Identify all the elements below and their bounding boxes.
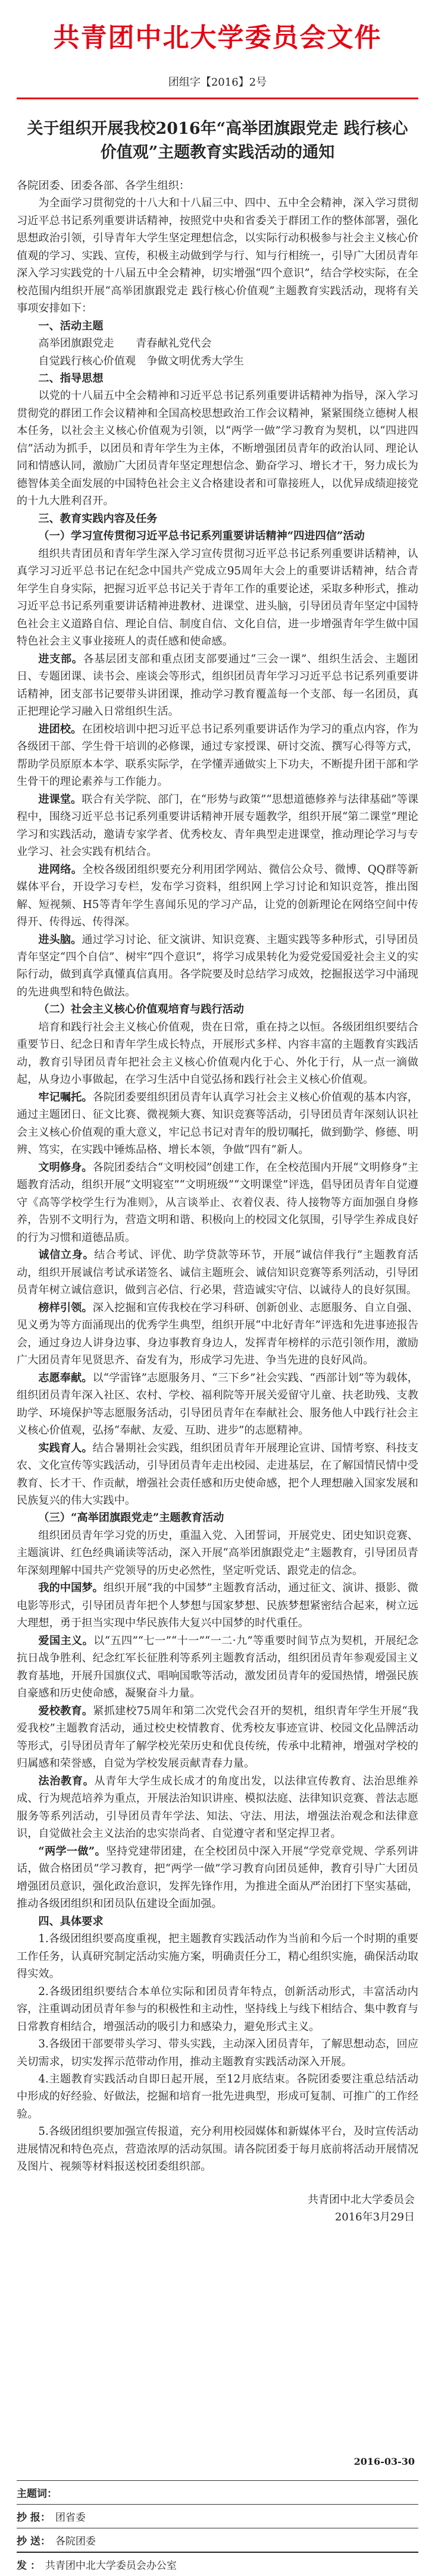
signoff-date: 2016年3月29日 <box>334 2211 415 2224</box>
distribution-label: 抄 报： <box>17 2512 51 2524</box>
subsection-heading: （一）学习宣传贯彻习近平总书记系列重要讲话精神“四进四信”活动 <box>38 530 365 543</box>
signoff-block <box>17 2191 418 2226</box>
item-text: 全校各级团组织要充分利用团学网站、微信公众号、微博、QQ群等新媒体平台，开设学习专栏，发布学习资料，组织网上学习讨论和知识竞答，推出图解、短视频、H5等青年学生喜闻乐见的学习产品，让党的创新理论在网络空间中传得开、传得远、传得深。 <box>17 863 418 929</box>
distribution-block <box>17 2456 418 2576</box>
item-text: 以“五四”“七一”“十一”“一二·九”等重要时间节点为契机，开展纪念抗日战争胜利、纪念红军长征胜利等系列主题教育活动，组织团员青年参观爱国主义教育基地，开展升国旗仪式、唱响国歌等活动，激发团员青年的爱国热情，增强民族自豪感和历史使命感，凝聚奋斗力量。 <box>17 1634 418 1700</box>
list-item <box>17 1440 418 1510</box>
list-item <box>17 861 418 931</box>
item-lead: 爱国主义。 <box>38 1634 94 1647</box>
item-lead: 诚信立身。 <box>38 1249 95 1262</box>
list-item <box>17 1702 418 1773</box>
list-item <box>17 931 418 1001</box>
subsection-heading: （二）社会主义核心价值观培育与践行活动 <box>38 1003 244 1016</box>
item-text: 联合有关学院、部门，在“形势与政策”“思想道德修养与法律基础”等课程中，围绕习近平总书记系列重要讲话精神开展专题教学，组织开展“第二课堂”理论学习和实践活动，邀请专家学者、优秀校友、青年典型走进课堂，推动理论学习与专业学习、社会实践有机结合。 <box>17 793 418 859</box>
theme-line: 自觉践行核心价值观 争做文明优秀大学生 <box>38 354 244 367</box>
item-lead: “两学一做”。 <box>38 1845 106 1858</box>
item-lead: 志愿奉献。 <box>38 1371 93 1384</box>
item-text: 紧抓建校75周年和第二次党代会召开的契机，组织青年学生开展“我爱我校”主题教育活动，通过校史校情教育、优秀校友事迹宣讲、校园文化品牌活动等形式，引导团员青年了解学校光荣历史和优良传统，传承中北精神，增强对学校的归属感和荣誉感，自觉为学校发展贡献青春力量。 <box>17 1704 418 1770</box>
subsection-heading: （三）“高举团旗跟党走”主题教育活动 <box>38 1512 224 1525</box>
document-title: 关于组织开展我校2016年“高举团旗跟党走 践行核心价值观”主题教育实践活动的通知 <box>27 120 408 162</box>
distribution-row <box>17 2505 418 2528</box>
item-text: 组织开展“我的中国梦”主题教育活动，通过征文、演讲、摄影、微电影等形式，引导团员青年把个人梦想与国家梦想、民族梦想紧密结合起来，树立远大理想，勇于担当实现中华民族伟大复兴中国梦的时代重任。 <box>17 1582 418 1630</box>
item-lead: 进支部。 <box>38 652 83 665</box>
paragraph: 组织团员青年学习党的历史，重温入党、入团誓词，开展党史、团史知识竞赛、主题演讲、红色经典诵读等活动，深入开展“高举团旗跟党走”主题教育，引导团员青年深刻理解中国共产党领导的历史必然性，坚定听党话、跟党走的信念。 <box>17 1529 418 1577</box>
item-lead: 牢记嘱托。 <box>38 1091 93 1104</box>
section-heading: 四、具体要求 <box>38 1915 104 1928</box>
paragraph: 以党的十八届五中全会精神和习近平总书记系列重要讲话精神为指导，深入学习贯彻党的群团工作会议精神和全国高校思想政治工作会议精神，紧紧围绕立德树人根本任务，以社会主义核心价值观为引领，以“两学一做”学习教育为契机，以“四进四信”活动为抓手，以团员和青年学生为主体，不断增强团员青年的政治认同、理论认同和情感认同，激励广大团员青年坚定理想信念、勤奋学习、增长才干，努力成长为德智体美全面发展的中国特色社会主义合格建设者和可靠接班人，以优异成绩迎接党的十九大胜利召开。 <box>17 389 418 508</box>
item-text: 从青年大学生成长成才的角度出发，以法律宣传教育、法治思维养成、行为规范培养为重点，开展法治知识讲座、模拟法庭、法律知识竞赛、普法志愿服务等系列活动，引导团员青年学法、知法、守法、用法，增强法治观念和法律意识，自觉做社会主义法治的忠实崇尚者、自觉遵守者和坚定捍卫者。 <box>17 1774 418 1840</box>
requirement-item: 3.各级团干部要带头学习、带头实践，主动深入团员青年，了解思想动态，回应关切需求，切实发挥示范带动作用，推动主题教育实践活动深入开展。 <box>17 2038 418 2068</box>
item-text: 结合考试、评优、助学贷款等环节，开展“诚信伴我行”主题教育活动，组织开展诚信考试承诺签名、诚信主题班会、诚信知识竞赛等系列活动，引导团员青年树立诚信意识，做到言必信、行必果，营造诚实守信、以诚待人的良好氛围。 <box>17 1249 418 1297</box>
document-body <box>17 177 418 2226</box>
signoff-organization: 共青团中北大学委员会 <box>308 2193 415 2206</box>
item-lead: 进网络。 <box>38 863 83 876</box>
distribution-row <box>17 2553 418 2576</box>
list-item <box>17 1159 418 1246</box>
item-text: 深入挖掘和宣传我校在学习科研、创新创业、志愿服务、自立自强、见义勇为等方面涌现出的优秀学生典型，组织开展“中北好青年”评选和先进事迹报告会，通过身边人讲身边事、身边事教育身边人，发挥青年榜样的示范引领作用，激励广大团员青年见贤思齐、奋发有为，形成学习先进、争当先进的良好风尚。 <box>17 1301 418 1367</box>
paragraph: 培育和践行社会主义核心价值观，贵在日常，重在持之以恒。各级团组织要结合重要节日、纪念日和青年学生成长特点，开展形式多样、内容丰富的主题教育实践活动，教育引导团员青年把社会主义核心价值观内化于心、外化于行，从一点一滴做起，从身边小事做起，在学习生活中自觉弘扬和践行社会主义核心价值观。 <box>17 1020 418 1086</box>
item-lead: 我的中国梦。 <box>38 1582 104 1595</box>
list-item <box>17 1246 418 1299</box>
item-text: 坚持党建带团建，在全校团员中深入开展“学党章党规、学系列讲话，做合格团员”学习教育，把“两学一做”学习教育向团员延伸，教育引导广大团员增强团员意识，强化政治意识，发挥先锋作用，为推进全面从严治团打下坚实基础，推动各级团组织和团员队伍建设全面加强。 <box>17 1845 418 1911</box>
list-item <box>17 1632 418 1702</box>
distribution-value: 共青团中北大学委员会办公室 <box>45 2560 177 2572</box>
theme-line: 高举团旗跟党走 青春献礼党代会 <box>38 337 212 350</box>
distribution-value: 团省委 <box>55 2512 86 2524</box>
distribution-value: 各院团委 <box>55 2536 96 2547</box>
section-heading: 一、活动主题 <box>38 319 104 332</box>
requirement-item: 5.各级团组织要加强宣传报道，充分利用校园媒体和新媒体平台，及时宣传活动进展情况和特色亮点，营造浓厚的活动氛围。请各院团委于每月底前将活动开展情况及图片、视频等材料报送校团委组织部。 <box>17 2125 418 2173</box>
item-lead: 榜样引领。 <box>38 1301 93 1314</box>
requirement-item: 4.主题教育实践活动自即日起开展，至12月底结束。各院团委要注重总结活动中形成的好经验、好做法，挖掘和培育一批先进典型，形成可复制、可推广的工作经验。 <box>17 2072 418 2121</box>
item-lead: 文明修身。 <box>38 1161 93 1174</box>
distribution-label: 抄 送： <box>17 2536 51 2547</box>
distribution-row <box>17 2528 418 2552</box>
list-item <box>17 1773 418 1843</box>
item-lead: 法治教育。 <box>38 1774 95 1788</box>
item-text: 各院团委结合“文明校园”创建工作，在全校范围内开展“文明修身”主题教育活动，组织开展“文明寝室”“文明班级”“文明课堂”评选，倡导团员青年自觉遵守《高等学校学生行为准则》，从言谈举止、衣着仪表、待人接物等方面加强自身修养，告别不文明行为，营造文明和谐、积极向上的校园文化氛围，引导学生养成良好的行为习惯和道德品质。 <box>17 1161 418 1244</box>
distribution-label: 发 ： <box>17 2560 40 2572</box>
list-item <box>17 1369 418 1440</box>
requirement-item: 2.各级团组织要结合本单位实际和团员青年特点，创新活动形式，丰富活动内容，注重调动团员青年参与的积极性和主动性，坚持线上与线下相结合、集中教育与日常教育相结合，增强活动的吸引力和感染力，避免形式主义。 <box>17 1985 418 2033</box>
header-red-divider <box>17 98 418 99</box>
paragraph: 组织共青团员和青年学生深入学习宣传贯彻习近平总书记系列重要讲话精神，认真学习习近平总书记在纪念中国共产党成立95周年大会上的重要讲话精神，结合青年学生自身实际，把握习近平总书记关于青年工作的重要论述，采取多种形式，推动习近平总书记系列重要讲话精神进教材、进课堂、进头脑，引导团员青年坚定中国特色社会主义道路自信、理论自信、制度自信、文化自信，进一步增强青年学生做中国特色社会主义事业接班人的责任感和使命感。 <box>17 547 418 648</box>
list-item <box>17 791 418 861</box>
list-item <box>17 721 418 791</box>
item-text: 以“学雷锋”志愿服务月、“三下乡”社会实践、“西部计划”等为载体，组织团员青年深入社区、农村、学校、福利院等开展关爱留守儿童、扶老助残、支教助学、环境保护等志愿服务活动，引导团员青年在奉献社会、服务他人中践行社会主义核心价值观，弘扬“奉献、友爱、互助、进步”的志愿精神。 <box>17 1371 418 1437</box>
section-heading: 三、教育实践内容及任务 <box>38 512 158 525</box>
salutation: 各院团委、团委各部、各学生组织： <box>17 179 190 192</box>
item-text: 结合暑期社会实践，组织团员青年开展理论宣讲、国情考察、科技支农、文化宣传等实践活动，引导团员青年走出校园、走进基层，在了解国情民情中受教育、长才干、作贡献，增强社会责任感和历史使命感，把个人理想融入国家发展和民族复兴的伟大实践中。 <box>17 1441 418 1507</box>
issue-date: 2016-03-30 <box>353 2456 415 2467</box>
distribution-row <box>17 2481 418 2504</box>
item-lead: 爱校教育。 <box>38 1704 93 1717</box>
item-lead: 进团校。 <box>38 722 82 736</box>
list-item <box>17 1579 418 1632</box>
section-heading: 二、指导思想 <box>38 372 104 385</box>
requirement-item: 1.各级团组织要高度重视，把主题教育实践活动作为当前和今后一个时期的重要工作任务，认真研究制定活动实施方案，明确责任分工，精心组织实施，确保活动取得实效。 <box>17 1933 418 1981</box>
list-item <box>17 1299 418 1369</box>
item-lead: 进课堂。 <box>38 793 82 806</box>
distribution-label: 主题词： <box>17 2488 57 2500</box>
list-item <box>17 651 418 721</box>
item-text: 通过学习讨论、征文演讲、知识竞赛、主题实践等多种形式，引导团员青年坚定“四个自信”、树牢“四个意识”，将学习成果转化为爱党爱国爱社会主义的实际行动，做到真学真懂真信真用。各学院要及时总结学习成效，挖掘报送学习中涌现的先进典型和特色做法。 <box>17 933 418 998</box>
list-item <box>17 1089 418 1159</box>
item-text: 在团校培训中把习近平总书记系列重要讲话作为学习的重点内容，作为各级团干部、学生骨干培训的必修课，通过专家授课、研讨交流、撰写心得等方式，帮助学员原原本本学、联系实际学，在学懂弄通做实上下功夫，不断提升团干部和学生骨干的理论素养与工作能力。 <box>17 722 418 788</box>
list-item <box>17 1843 418 1913</box>
document-number: 团组字【2016】2号 <box>168 76 267 89</box>
item-lead: 进头脑。 <box>38 933 82 946</box>
item-lead: 实践育人。 <box>38 1441 93 1455</box>
item-text: 各院团委要组织团员青年认真学习社会主义核心价值观的基本内容，通过主题团日、征文比赛、微视频大赛、知识竞赛等活动，引导团员青年深刻认识社会主义核心价值观的重大意义，牢记总书记对青年的殷切嘱托，做到勤学、修德、明辨、笃实，在实践中锤炼品格、增长本领，争做“四有”新人。 <box>17 1091 418 1157</box>
intro-paragraph: 为全面学习贯彻党的十八大和十八届三中、四中、五中全会精神，深入学习贯彻习近平总书记系列重要讲话精神，按照党中央和省委关于群团工作的整体部署，强化思想政治引领，引导青年大学生坚定理想信念，以实际行动积极参与社会主义核心价值观的学习、实践、宣传，积极主动做到学与行、知与行相统一，引导广大团员青年深入学习实践党的十八届五中全会精神，切实增强“四个意识”，结合学校实际，在全校范围内组织开展“高举团旗跟党走 践行核心价值观”主题教育实践活动，现将有关事项安排如下： <box>17 197 418 315</box>
document-header-title: 共青团中北大学委员会文件 <box>53 23 382 53</box>
item-text: 各基层团支部和重点团支部要通过“三会一课”、组织生活会、主题团日、专题团课、读书会、座谈会等形式，组织团员青年学习习近平总书记系列重要讲话精神，团支部书记要带头讲团课，推动学习教育覆盖每一个支部、每一名团员，真正把理论学习融入日常组织生活。 <box>17 652 418 718</box>
